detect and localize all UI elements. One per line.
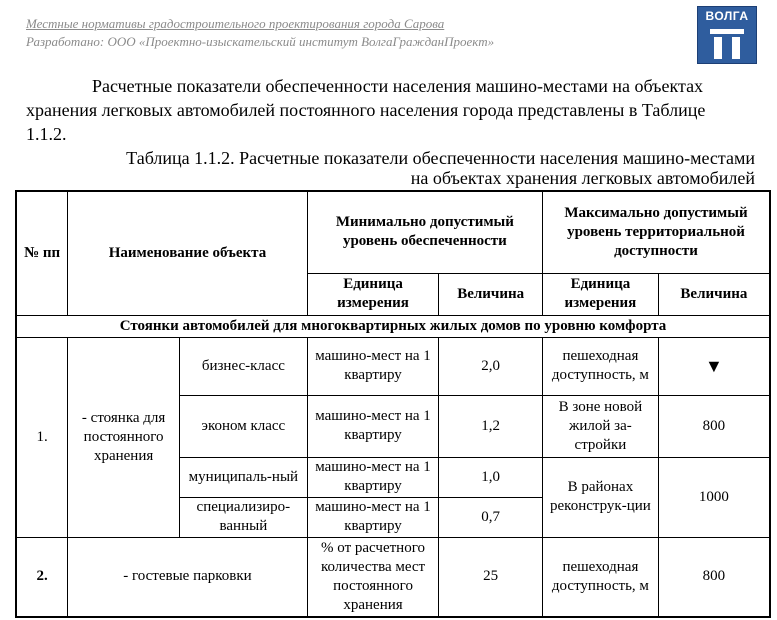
class-municipal: муниципаль-ный xyxy=(180,457,308,497)
header-unit-2: Единица измерения xyxy=(543,273,659,315)
caption-line-2: на объектах хранения легковых автомобилей xyxy=(410,168,755,188)
class-business: бизнес-класс xyxy=(180,337,308,395)
access-unit-reconstruction: В районах реконструк-ции xyxy=(543,457,659,537)
header-unit-1: Единица измерения xyxy=(307,273,439,315)
row2-object: - гостевые парковки xyxy=(68,537,308,617)
logo-text: ВОЛГА xyxy=(705,9,749,23)
unit-municipal: машино-мест на 1 квартиру xyxy=(307,457,439,497)
unit-business: машино-мест на 1 квартиру xyxy=(307,337,439,395)
header-max-level: Максимально допустимый уровень территориальной доступности xyxy=(543,191,770,273)
access-unit-new-zone: В зоне новой жилой за-стройки xyxy=(543,395,659,457)
class-econom: эконом класс xyxy=(180,395,308,457)
intro-line-2: хранения легковых автомобилей постоянного населения города представлены в Таблице xyxy=(26,100,706,120)
value-econom: 1,2 xyxy=(439,395,543,457)
row2-unit: % от расчетного количества мест постоянного хранения xyxy=(307,537,439,617)
section-title: Стоянки автомобилей для многоквартирных жилых домов по уровню комфорта xyxy=(16,315,770,337)
table-caption xyxy=(90,148,755,188)
value-business: 2,0 xyxy=(439,337,543,395)
access-value-walking: ▼ xyxy=(658,337,770,395)
row2-value: 25 xyxy=(439,537,543,617)
row2-access-unit: пешеходная доступность, м xyxy=(543,537,659,617)
header-object-name: Наименование объекта xyxy=(68,191,308,315)
header-min-level: Минимально допустимый уровень обеспеченности xyxy=(307,191,542,273)
access-unit-walking: пешеходная доступность, м xyxy=(543,337,659,395)
unit-econom: машино-мест на 1 квартиру xyxy=(307,395,439,457)
caption-line-1: Таблица 1.1.2. Расчетные показатели обеспеченности населения машино-местами xyxy=(126,148,755,168)
row1-num: 1. xyxy=(16,337,68,537)
value-municipal: 1,0 xyxy=(439,457,543,497)
intro-line-1: Расчетные показатели обеспеченности населения машино-местами на объектах xyxy=(92,76,704,96)
norms-table xyxy=(15,190,771,618)
volga-logo xyxy=(697,6,757,64)
intro-line-3: 1.1.2. xyxy=(26,124,67,144)
header-num: № пп xyxy=(16,191,68,315)
row1-object: - стоянка для постоянного хранения xyxy=(68,337,180,537)
intro-paragraph xyxy=(26,74,756,146)
header-developer: Разработано: ООО «Проектно-изыскательский институт ВолгаГражданПроект» xyxy=(26,34,495,49)
unit-specialized: машино-мест на 1 квартиру xyxy=(307,497,439,537)
access-value-reconstruction: 1000 xyxy=(658,457,770,537)
value-specialized: 0,7 xyxy=(439,497,543,537)
header-value-1: Величина xyxy=(439,273,543,315)
access-value-new-zone: 800 xyxy=(658,395,770,457)
header-value-2: Величина xyxy=(658,273,770,315)
gate-logo-icon xyxy=(710,29,744,59)
header-norms-title: Местные нормативы градостроительного проектирования города Сарова xyxy=(26,16,445,31)
row2-access-value: 800 xyxy=(658,537,770,617)
class-specialized: специализиро-ванный xyxy=(180,497,308,537)
row2-num: 2. xyxy=(16,537,68,617)
